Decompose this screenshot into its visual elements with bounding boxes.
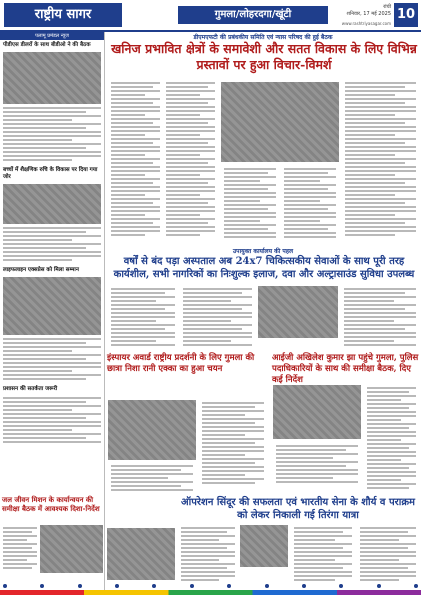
edition-city: रांची xyxy=(383,4,391,10)
top-story-col-3 xyxy=(221,166,279,242)
top-story-col-4 xyxy=(281,166,339,242)
sindoor-story-headline: ऑपरेशन सिंदूर की सफलता एवं भारतीय सेना के शौर्य व पराक्रम को लेकर निकाली गई तिरंगा यात्रा xyxy=(181,497,415,521)
left-headline-2: बच्चों में शैक्षणिक रुचि के विकास पर दिया गया जोर xyxy=(3,167,98,180)
sindoor-photo-right xyxy=(240,525,288,567)
page-number: 10 xyxy=(394,3,418,27)
edition-date: शनिवार, 17 मई 2025 xyxy=(346,11,391,17)
sindoor-photo-left xyxy=(107,528,175,580)
top-story-col-5 xyxy=(342,80,419,240)
masthead xyxy=(0,0,421,30)
section-title: गुमला/लोहरदगा/खूंटी xyxy=(178,6,328,24)
ig-col-2 xyxy=(273,443,361,487)
inspire-col-1 xyxy=(199,400,267,488)
left-bottom-body xyxy=(0,525,40,573)
edition-meta xyxy=(333,4,391,18)
ig-photo xyxy=(273,385,361,439)
left-bottom-photo xyxy=(40,525,103,573)
left-photo-2 xyxy=(3,184,101,224)
ig-col-1 xyxy=(364,385,419,493)
left-headline-4: प्रशासन की सतर्कता जरूरी xyxy=(3,386,58,392)
hospital-photo xyxy=(258,286,338,338)
registration-marks xyxy=(0,584,421,588)
left-article-1-body xyxy=(0,105,104,165)
left-bottom-headline: जल जीवन मिशन के कार्यान्वयन की समीक्षा बैठक में आवश्यक दिशा-निर्देश xyxy=(2,495,100,513)
sindoor-col-2 xyxy=(291,525,355,585)
top-story-photo xyxy=(221,82,339,162)
sindoor-col-1 xyxy=(178,525,238,585)
inspire-story-headline: इंस्पायर अवार्ड राष्ट्रीय प्रदर्शनी के लिए गुमला की छात्रा निशा रानी एक्का का हुआ चयन xyxy=(107,353,255,374)
hospital-col-2 xyxy=(180,286,255,350)
newspaper-logo: राष्ट्रीय सागर xyxy=(4,3,122,27)
hospital-col-1 xyxy=(108,286,178,350)
left-article-3-body xyxy=(0,336,104,384)
left-headline-3: लाइफलाइन एक्सप्रेस को मिला सम्मान xyxy=(3,267,79,273)
color-bar-footer xyxy=(0,590,421,595)
ig-story-headline: आईजी अखिलेश कुमार झा पहुंचे गुमला, पुलिस पदाधिकारियों के साथ की समीक्षा बैठक, दिए कई निर्देश xyxy=(272,353,419,385)
hospital-story-headline: वर्षों से बंद पड़ा अस्पताल अब 24x7 चिकित्सकीय सेवाओं के साथ पूरी तरह कार्यशील, सभी नागरिकों का निःशुल्क इलाज, दवा और अल्ट्रासाउंड सुविधा उपलब्ध xyxy=(113,256,415,280)
left-strip: पलामू प्रमंडल न्यूज xyxy=(0,32,104,40)
top-story-headline: खनिज प्रभावित क्षेत्रों के समावेशी और सतत विकास के लिए विभिन्न प्रस्तावों पर हुआ विचार-विमर्श xyxy=(111,41,417,72)
left-photo-3 xyxy=(3,277,101,335)
inspire-photo xyxy=(108,400,196,460)
left-article-2-body xyxy=(0,225,104,265)
site-url: www.rashtriyasagar.com xyxy=(341,21,391,26)
left-headline-1: पीडीएस डीलरों के साथ बीडीओ ने की बैठक xyxy=(3,42,91,48)
sindoor-col-3 xyxy=(357,525,419,585)
top-story-col-1 xyxy=(108,80,163,240)
left-photo-1 xyxy=(3,52,101,104)
inspire-col-2 xyxy=(108,463,196,495)
hospital-col-3 xyxy=(341,286,419,350)
left-article-4-body xyxy=(0,395,104,447)
top-story-col-2 xyxy=(163,80,218,240)
top-story-kicker: डीएमएफटी की प्रबंधकीय समिति एवं न्यास परिषद की हुई बैठक xyxy=(193,34,333,41)
hospital-story-kicker: उपायुक्त कार्यालय की पहल xyxy=(232,248,294,255)
